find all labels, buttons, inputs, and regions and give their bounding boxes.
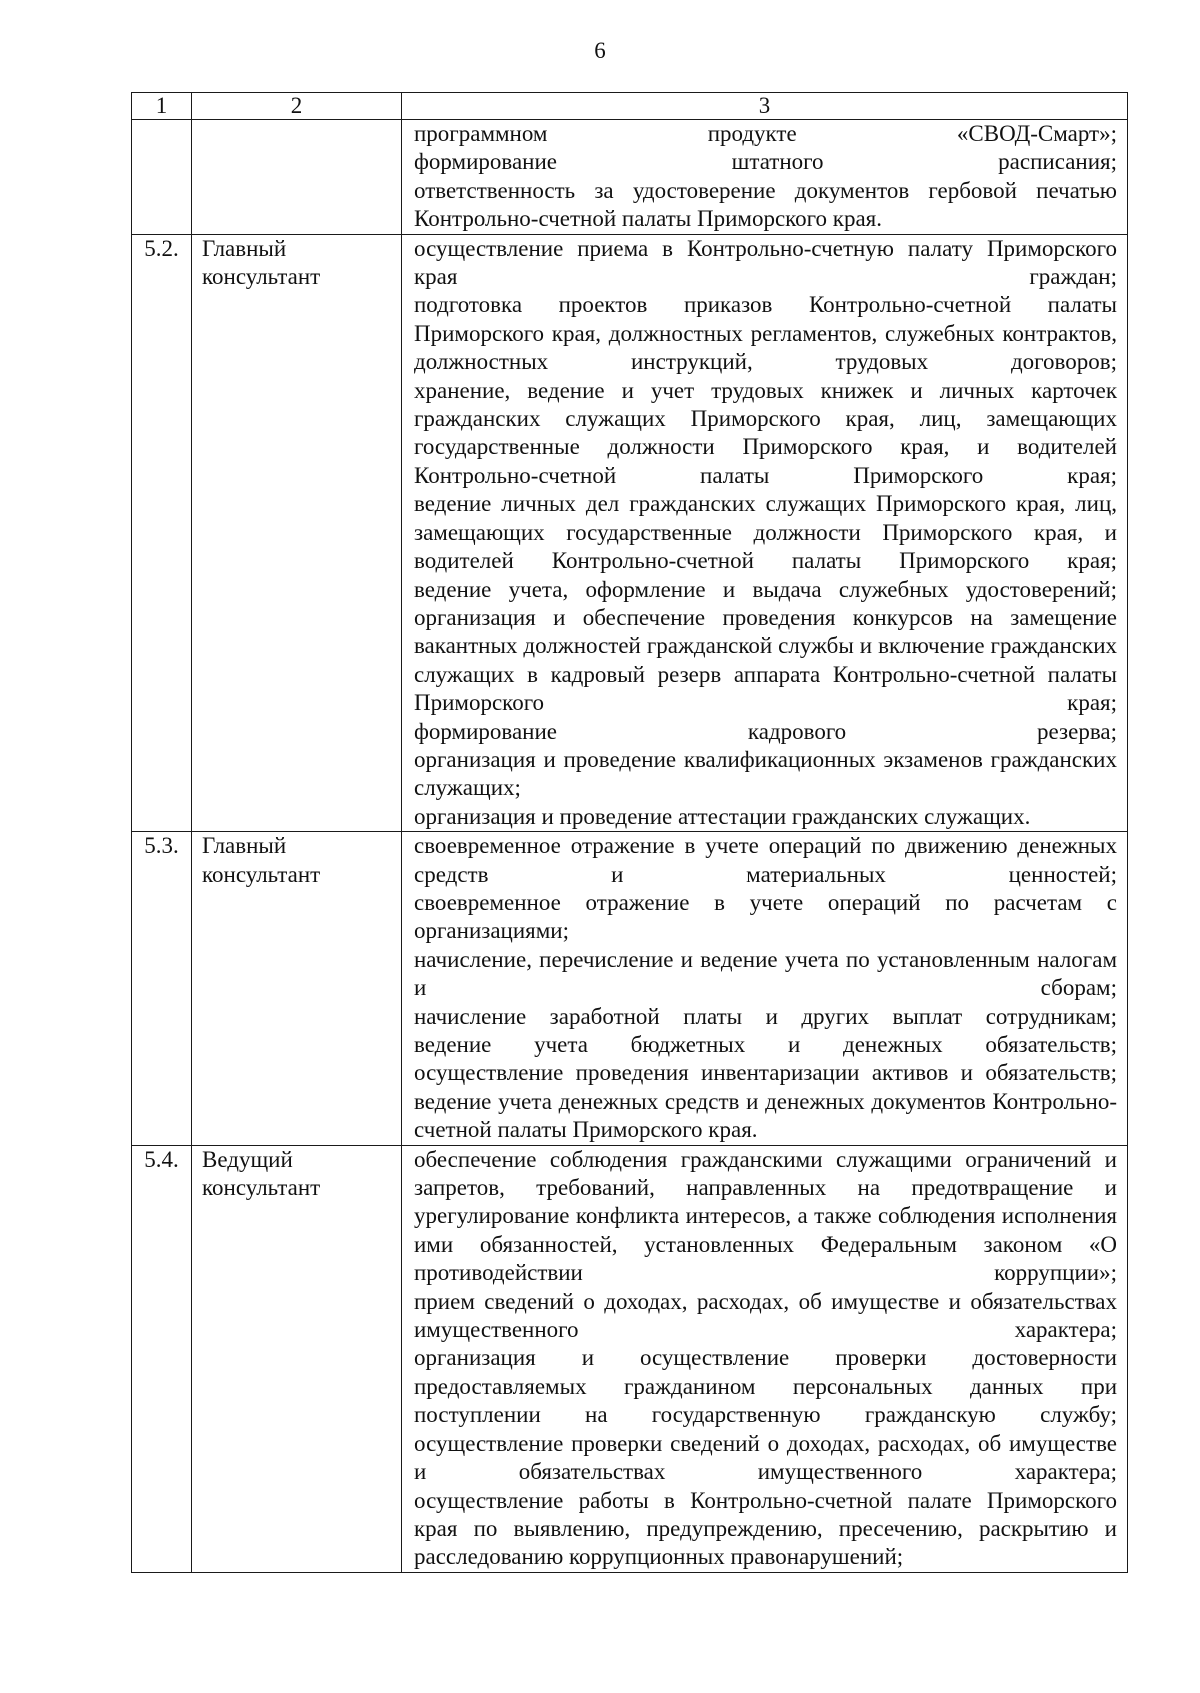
duty-item: своевременное отражение в учете операций по расчетам с организациями; — [414, 889, 1117, 944]
duties-cell — [402, 120, 1128, 235]
duties-table — [131, 92, 1128, 1573]
header-cell-number: 1 — [132, 93, 192, 120]
duty-item: организация и проведение аттестации гражданских служащих. — [414, 803, 1031, 829]
duty-item: программном продукте «СВОД-Смарт»; — [414, 121, 1117, 146]
duty-item: осуществление приема в Контрольно-счетную палату Приморского края граждан; — [414, 235, 1117, 290]
table-row — [132, 120, 1128, 235]
duty-item: ведение учета, оформление и выдача служебных удостоверений; — [414, 576, 1117, 602]
row-number-cell — [132, 120, 192, 235]
duty-item: ведение личных дел гражданских служащих Приморского края, лиц, замещающих государственные должности Приморского края, и водителей Контрольно-счетной палаты Приморского края; — [414, 491, 1117, 574]
table-header-row — [132, 93, 1128, 120]
header-cell-duties: 3 — [402, 93, 1128, 120]
duty-item: осуществление проверки сведений о доходах, расходах, об имуществе и обязательствах имущественного характера; — [414, 1430, 1117, 1485]
duty-item: формирование кадрового резерва; — [414, 718, 1117, 744]
table-row — [132, 1145, 1128, 1572]
position-title-cell: Главный консультант — [192, 234, 402, 832]
page-number: 6 — [594, 38, 606, 63]
duty-item: начисление заработной платы и других выплат сотрудникам; — [414, 1003, 1117, 1029]
duties-cell — [402, 1145, 1128, 1572]
duty-item: организация и обеспечение проведения конкурсов на замещение вакантных должностей гражданской службы и включение гражданских служащих в кадровый резерв аппарата Контрольно-счетной палаты Приморского края; — [414, 604, 1117, 716]
table-row — [132, 832, 1128, 1145]
position-title-cell: Ведущий консультант — [192, 1145, 402, 1572]
duty-item: осуществление проведения инвентаризации активов и обязательств; — [414, 1060, 1117, 1086]
duty-item: ведение учета денежных средств и денежных документов Контрольно-счетной палаты Приморского края. — [414, 1088, 1117, 1143]
duty-item: ведение учета бюджетных и денежных обязательств; — [414, 1032, 1117, 1057]
row-number-cell: 5.4. — [132, 1145, 192, 1572]
duties-cell — [402, 234, 1128, 832]
table-row — [132, 234, 1128, 832]
duty-item: формирование штатного расписания; — [414, 149, 1117, 175]
row-number-cell: 5.2. — [132, 234, 192, 832]
duty-item: подготовка проектов приказов Контрольно-счетной палаты Приморского края, должностных регламентов, служебных контрактов, должностных инструкций, трудовых договоров; — [414, 292, 1117, 375]
duty-item: хранение, ведение и учет трудовых книжек и личных карточек гражданских служащих Приморского края, лиц, замещающих государственные должности Приморского края, и водителей Контрольно-счетной палаты Приморского края; — [414, 377, 1117, 488]
duty-item: прием сведений о доходах, расходах, об имуществе и обязательствах имущественного характера; — [414, 1288, 1117, 1343]
duties-cell — [402, 832, 1128, 1145]
duty-item: организация и проведение квалификационных экзаменов гражданских служащих; — [414, 746, 1117, 801]
position-title-cell — [192, 120, 402, 235]
duty-item: своевременное отражение в учете операций по движению денежных средств и материальных ценностей; — [414, 833, 1117, 887]
row-number-cell: 5.3. — [132, 832, 192, 1145]
duty-item: начисление, перечисление и ведение учета по установленным налогам и сборам; — [414, 946, 1117, 1001]
duty-item: организация и осуществление проверки достоверности предоставляемых гражданином персональных данных при поступлении на государственную гражданскую службу; — [414, 1345, 1117, 1428]
duty-item: ответственность за удостоверение документов гербовой печатью Контрольно-счетной палаты Приморского края. — [414, 177, 1117, 232]
header-cell-position: 2 — [192, 93, 402, 120]
position-title-cell: Главный консультант — [192, 832, 402, 1145]
duty-item: обеспечение соблюдения гражданскими служащими ограничений и запретов, требований, направленных на предотвращение и урегулирование конфликта интересов, а также соблюдения исполнения ими обязанностей, установленных Федеральным законом «О противодействии коррупции»; — [414, 1146, 1117, 1286]
duty-item: осуществление работы в Контрольно-счетной палате Приморского края по выявлению, предупреждению, пресечению, раскрытию и расследованию коррупционных правонарушений; — [414, 1487, 1117, 1570]
